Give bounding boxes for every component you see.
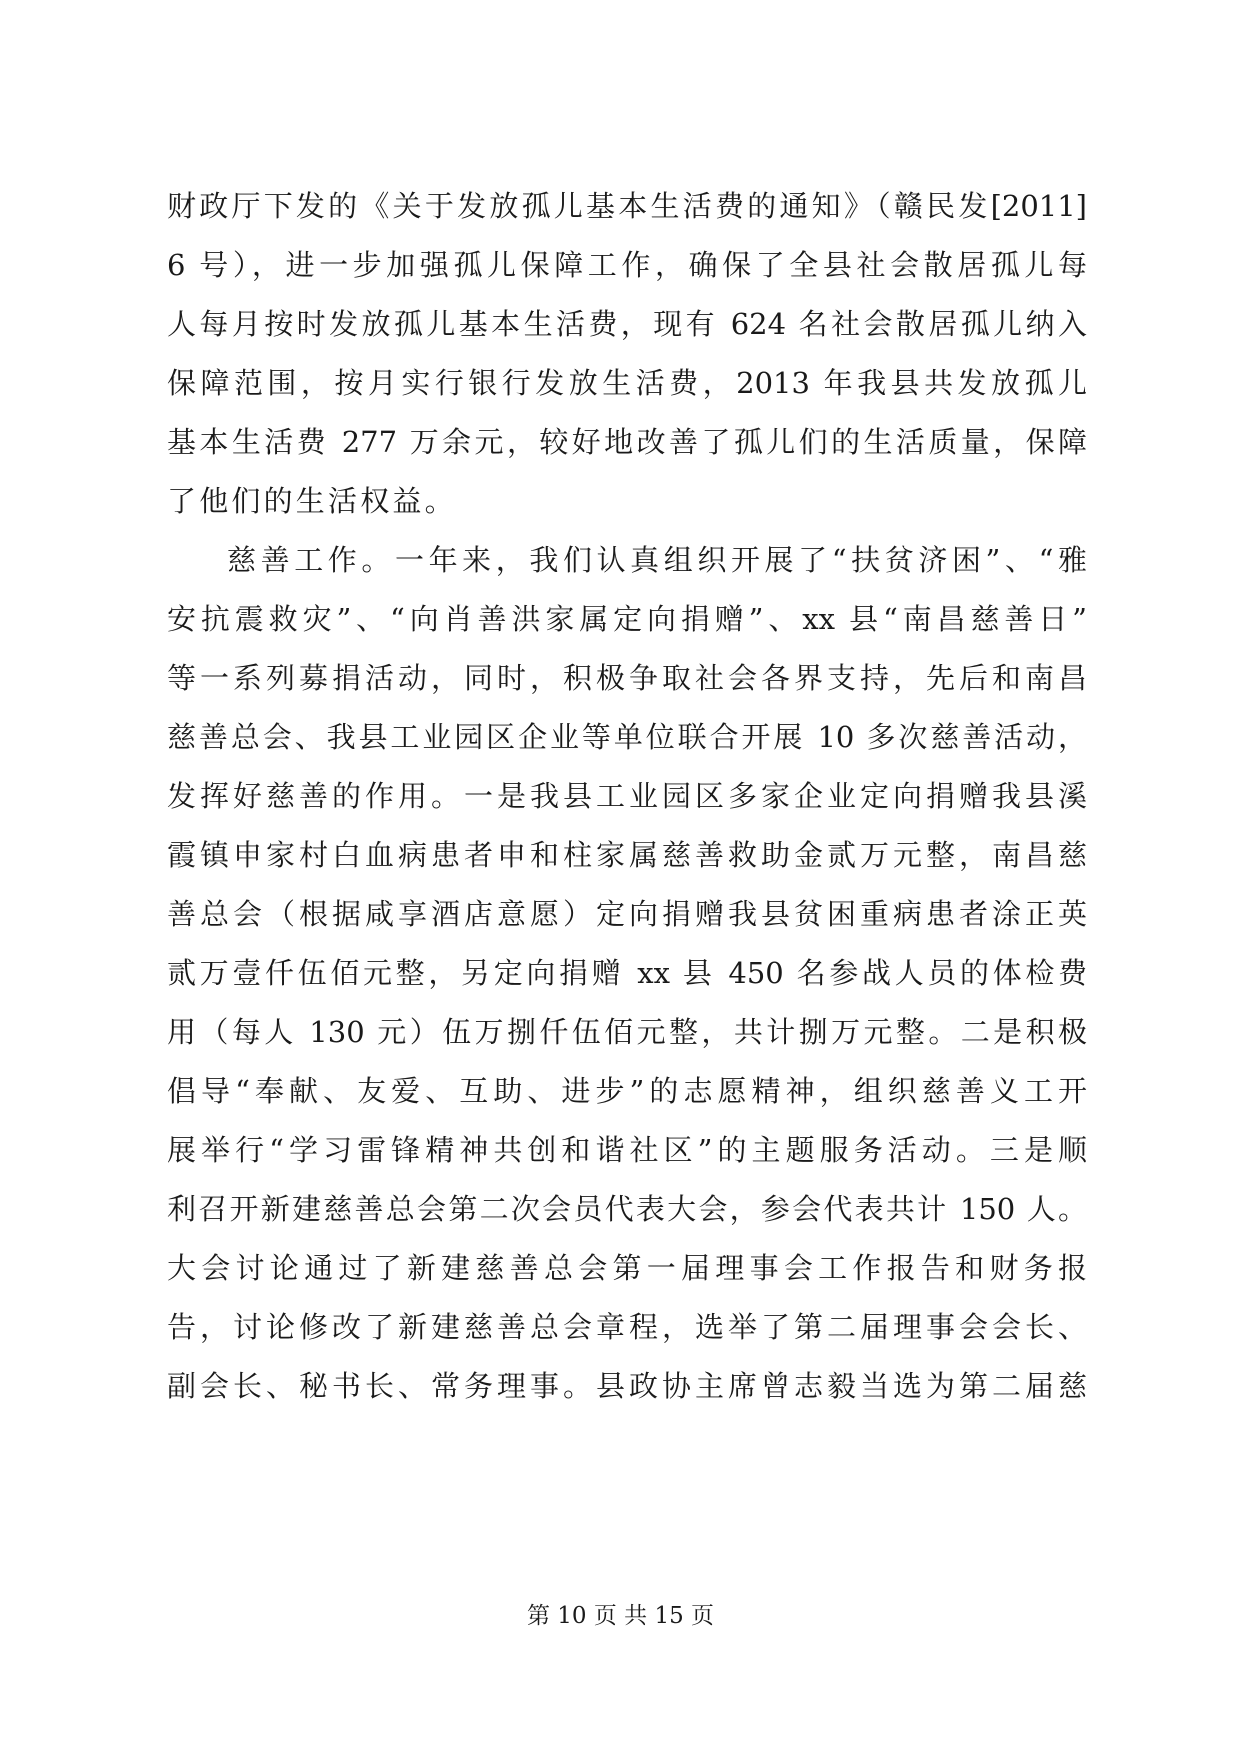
paragraph-line: 了他们的生活权益。: [167, 484, 457, 518]
paragraph-line: 贰万壹仟伍佰元整，另定向捐赠 xx 县 450 名参战人员的体检费: [167, 956, 1087, 990]
paragraph-line: 6 号），进一步加强孤儿保障工作，确保了全县社会散居孤儿每: [167, 248, 1087, 282]
page-number-footer: 第 10 页 共 15 页: [526, 1603, 715, 1629]
paragraph-line: 用（每人 130 元）伍万捌仟伍佰元整，共计捌万元整。二是积极: [167, 1015, 1087, 1049]
paragraph-line: 副会长、秘书长、常务理事。县政协主席曾志毅当选为第二届慈: [167, 1369, 1087, 1403]
paragraph-line: 基本生活费 277 万余元，较好地改善了孤儿们的生活质量，保障: [167, 425, 1087, 459]
paragraph-line: 利召开新建慈善总会第二次会员代表大会，参会代表共计 150 人。: [167, 1192, 1087, 1226]
paragraph-line: 慈善总会、我县工业园区企业等单位联合开展 10 多次慈善活动，: [167, 720, 1087, 754]
paragraph-line: 保障范围，按月实行银行发放生活费，2013 年我县共发放孤儿: [167, 366, 1087, 400]
paragraph-line: 告，讨论修改了新建慈善总会章程，选举了第二届理事会会长、: [167, 1310, 1087, 1344]
paragraph-line: 人每月按时发放孤儿基本生活费，现有 624 名社会散居孤儿纳入: [167, 307, 1087, 341]
paragraph-line: 安抗震救灾”、“向肖善洪家属定向捐赠”、xx 县“南昌慈善日”: [167, 602, 1087, 636]
paragraph-line: 善总会（根据咸享酒店意愿）定向捐赠我县贫困重病患者涂正英: [167, 897, 1087, 931]
paragraph-line: 大会讨论通过了新建慈善总会第一届理事会工作报告和财务报: [167, 1251, 1087, 1285]
paragraph-line: 等一系列募捐活动，同时，积极争取社会各界支持，先后和南昌: [167, 661, 1087, 695]
paragraph-line: 展举行“学习雷锋精神共创和谐社区”的主题服务活动。三是顺: [167, 1133, 1087, 1167]
paragraph-line: 财政厅下发的《关于发放孤儿基本生活费的通知》（赣民发[2011]: [167, 189, 1087, 223]
paragraph-line: 慈善工作。一年来，我们认真组织开展了“扶贫济困”、“雅: [227, 543, 1087, 577]
paragraph-line: 霞镇申家村白血病患者申和柱家属慈善救助金贰万元整，南昌慈: [167, 838, 1087, 872]
paragraph-line: 倡导“奉献、友爱、互助、进步”的志愿精神，组织慈善义工开: [167, 1074, 1087, 1108]
paragraph-line: 发挥好慈善的作用。一是我县工业园区多家企业定向捐赠我县溪: [167, 779, 1087, 813]
